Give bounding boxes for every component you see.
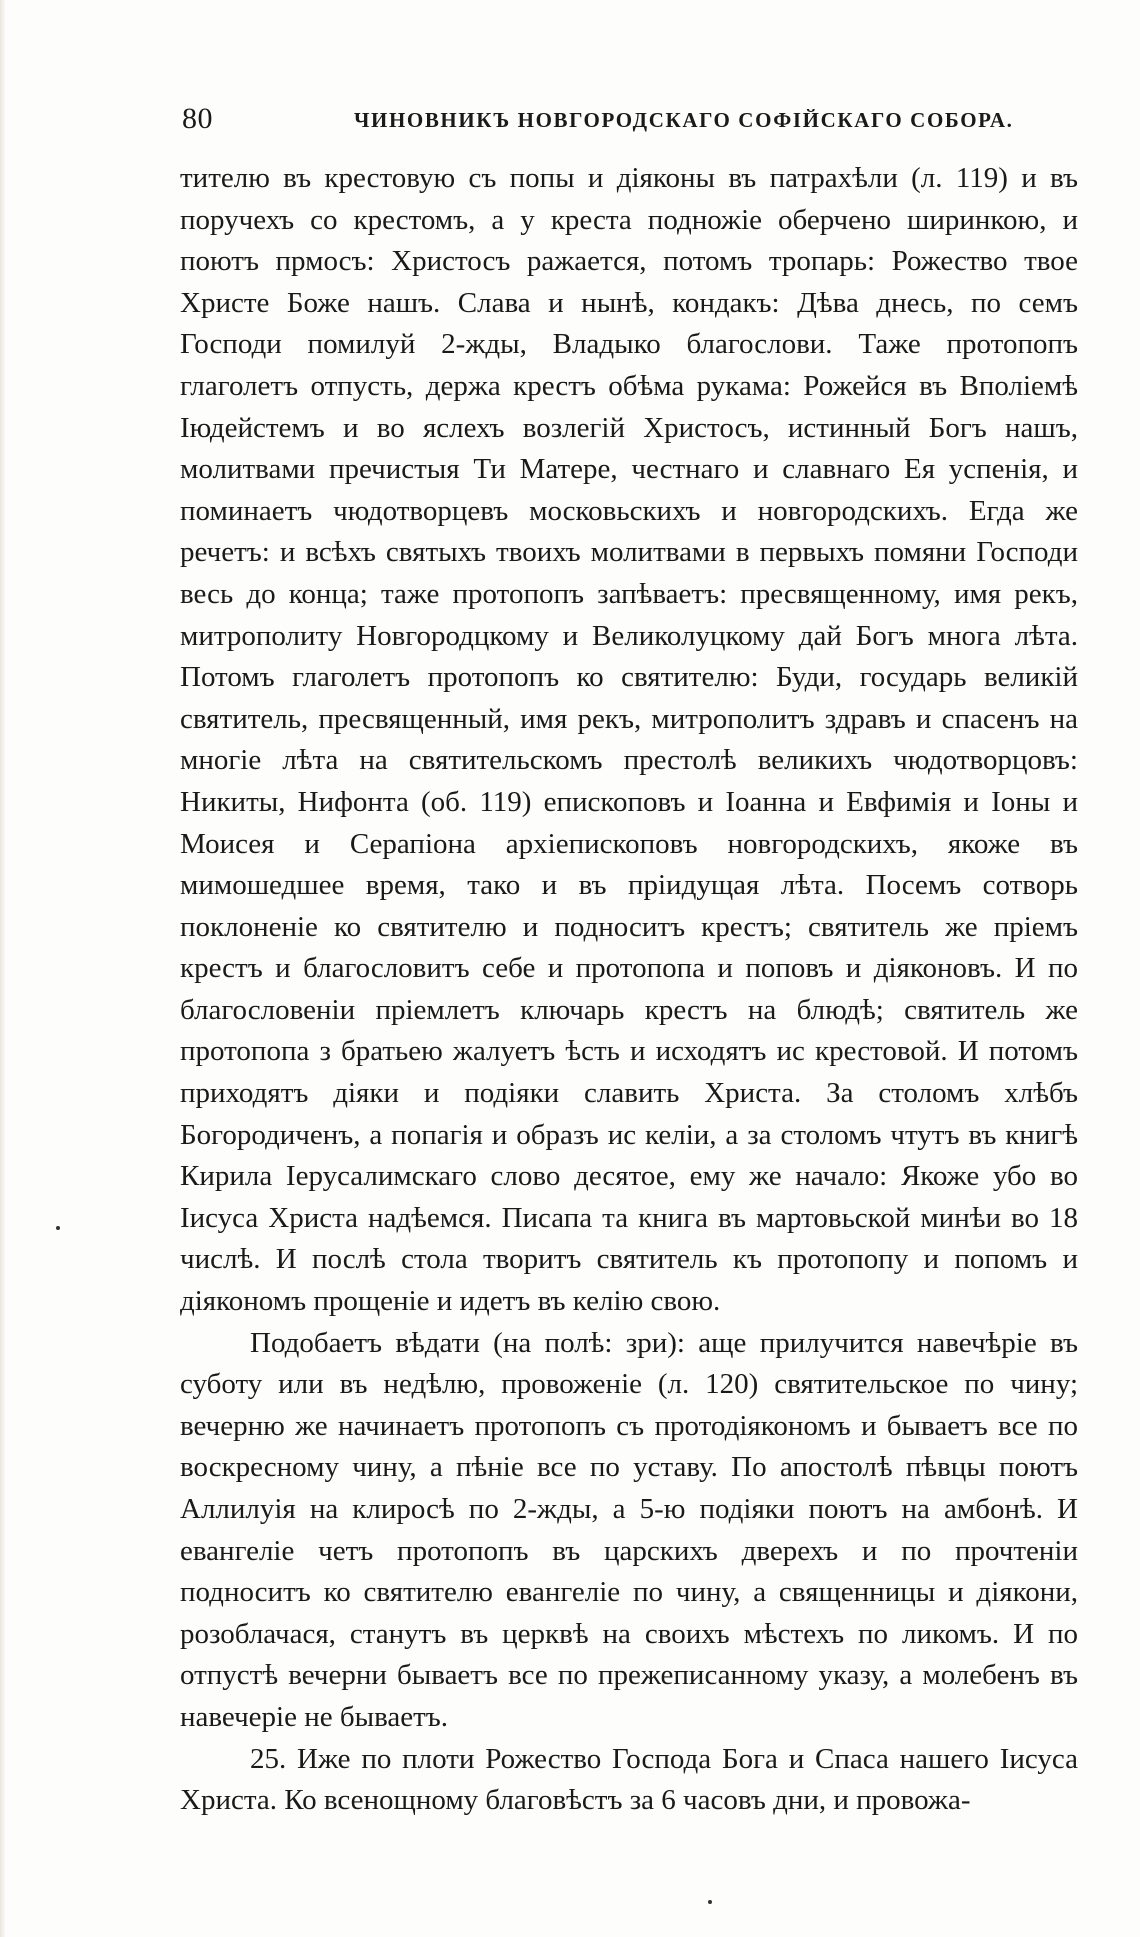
page-edge-shadow	[0, 0, 6, 1937]
paragraph-continuation: тителю въ крестовую съ попы и діяконы въ патрахѣли (л. 119) и въ поручехъ со крестомъ, а у креста подножіе оберчено ширинкою, и поютъ прмосъ: Христосъ ражается, потомъ тропарь: Рожество твое Христе Боже нашъ. Слава и нынѣ, кондакъ: Дѣва днесь, по семъ Господи помилуй 2-жды, Владыко благослови. Таже протопопъ глаголетъ отпусть, держа крестъ обѣма рукама: Рожейся въ Вполіемѣ Іюдейстемъ и во яслехъ возлегій Христосъ, истинный Богъ нашъ, молитвами пречистыя Ти Матере, честнаго и славнаго Ея успенія, и поминаетъ чюдотворцевъ московьскихъ и новгородскихъ. Егда же речетъ: и всѣхъ святыхъ твоихъ молитвами в первыхъ помяни Господи весь до конца; таже протопопъ запѣваетъ: пресвященному, имя рекъ, митрополиту Новгородцкому и Великолуцкому дай Богъ многа лѣта. Потомъ глаголетъ протопопъ ко святителю: Буди, государь великій святитель, пресвященный, имя рекъ, митрополитъ здравъ и спасенъ на многіе лѣта на святительскомъ престолѣ великихъ чюдотворцовъ: Никиты, Нифонта (об. 119) епископовъ и Іоанна и Евфимія и Іоны и Моисея и Серапіона архіепископовъ новгородскихъ, якоже въ мимошедшее время, тако и въ пріидущая лѣта. Посемъ сотворь поклоненіе ко святителю и подноситъ крестъ; святитель же пріемъ крестъ и благословитъ себе и протопопа и поповъ и діяконовъ. И по благословеніи пріемлетъ ключарь крестъ на блюдѣ; святитель же протопопа з братьею жалуетъ ѣсть и исходятъ ис крестовой. И потомъ приходятъ діяки и подіяки славить Христа. За столомъ хлѣбъ Богородиченъ, а попагія и образъ ис келіи, а за столомъ чтутъ въ книгѣ Кирила Іерусалимскаго слово десятое, ему же начало: Якоже убо во Іисуса Христа надѣемся. Писапа та книга въ мартовьской минѣи во 18 числѣ. И послѣ стола творитъ святитель къ протопопу и попомъ и діякономъ прощеніе и идетъ въ келію свою.	[180, 162, 1078, 1318]
paragraph-note: Подобаетъ вѣдати (на полѣ: зри): аще прилучится навечѣріе въ суботу или въ недѣлю, провоженіе (л. 120) святительское по чину; вечерню же начинаетъ протопопъ съ протодіякономъ и бываетъ все по воскресному чину, а пѣніе все по уставу. По апостолѣ пѣвцы поютъ Аллилуія на клиросѣ по 2-жды, а 5-ю подіяки поютъ на амбонѣ. И евангеліе четъ протопопъ въ царскихъ дверехъ и по прочтеніи подноситъ ко святителю евангеліе по чину, а священницы и діякони, розоблачася, станутъ въ церквѣ на своихъ мѣстехъ по ликомъ. И по отпустѣ вечерни бываетъ все по прежеписанному указу, а молебенъ въ навечеріе не бываетъ.	[180, 1326, 1078, 1733]
page-number: 80	[182, 102, 213, 135]
stray-ink-mark	[708, 1900, 712, 1904]
running-title: ЧИНОВНИКЪ НОВГОРОДСКАГО СОФІЙСКАГО СОБОРА.	[354, 108, 1014, 132]
running-header	[182, 102, 1077, 142]
body-text	[180, 158, 1078, 1822]
stray-ink-mark	[56, 1226, 60, 1230]
paragraph-section-25: 25. Иже по плоти Рожество Господа Бога и Спаса нашего Іисуса Христа. Ко всенощному благовѣстъ за 6 часовъ дни, и провожа-	[180, 1742, 1078, 1817]
